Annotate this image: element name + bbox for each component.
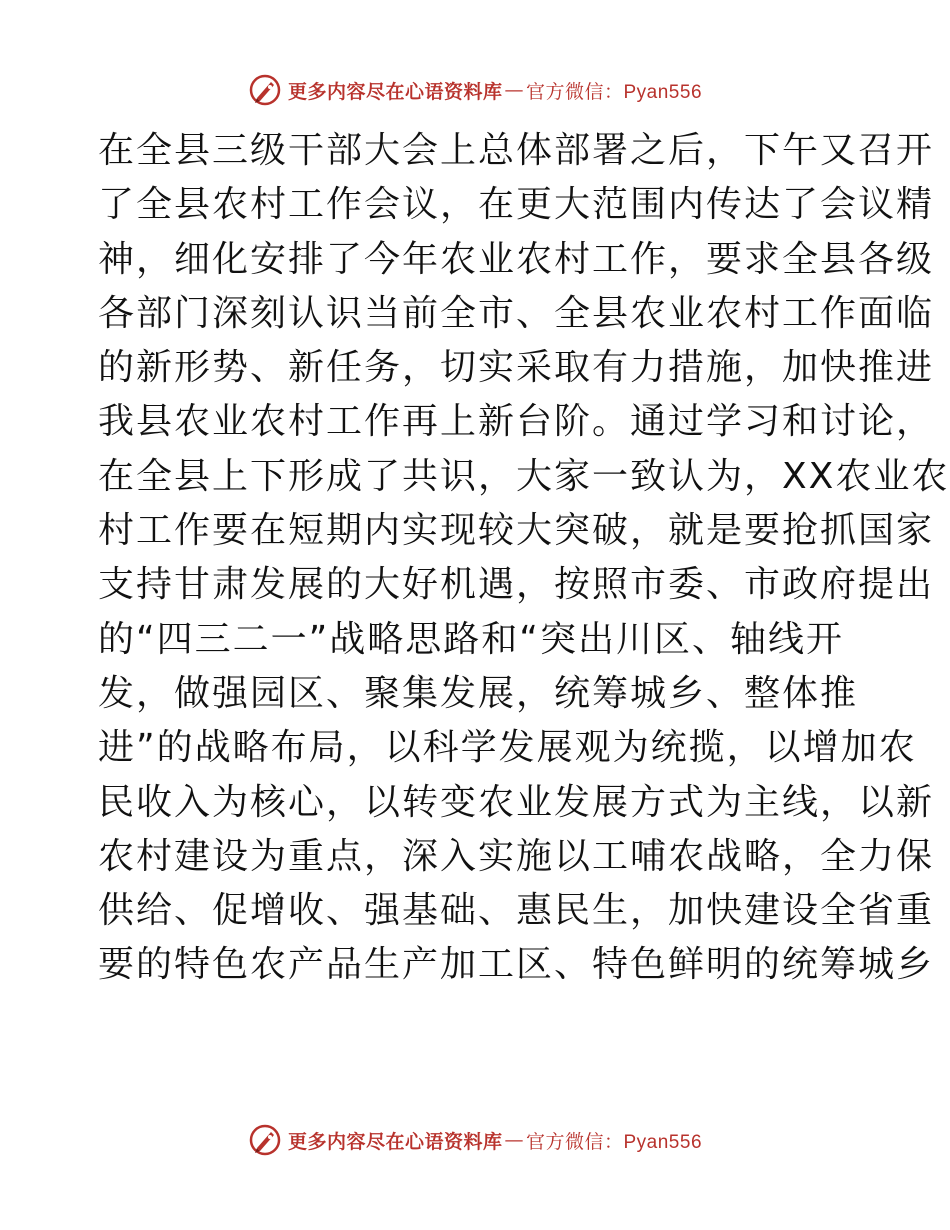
banner-wechat-text: 官方微信：Pyan556 bbox=[526, 81, 703, 103]
body-line: 进”的战略布局，以科学发展观为统揽，以增加农 bbox=[98, 727, 917, 769]
footer-banner bbox=[0, 1120, 950, 1160]
banner-brand-text: 更多内容尽在心语资料库 bbox=[287, 1130, 503, 1153]
body-line: 了全县农村工作会议，在更大范围内传达了会议精 bbox=[98, 184, 935, 226]
banner-separator: — bbox=[504, 79, 524, 101]
body-line: 民收入为核心，以转变农业发展方式为主线，以新 bbox=[98, 781, 935, 823]
body-line: 支持甘肃发展的大好机遇，按照市委、市政府提出 bbox=[98, 564, 935, 606]
banner-wechat-text: 官方微信：Pyan556 bbox=[526, 1131, 703, 1153]
body-line: 的新形势、新任务，切实采取有力措施，加快推进 bbox=[98, 347, 935, 389]
body-line: 要的特色农产品生产加工区、特色鲜明的统筹城乡 bbox=[98, 944, 935, 986]
body-line: 发，做强园区、聚集发展，统筹城乡、整体推 bbox=[98, 672, 859, 714]
document-body bbox=[98, 124, 950, 993]
body-line: 各部门深刻认识当前全市、全县农业农村工作面临 bbox=[98, 292, 935, 334]
pen-logo-icon bbox=[248, 1123, 282, 1157]
pen-logo-icon bbox=[248, 73, 282, 107]
header-banner bbox=[0, 70, 950, 110]
body-line: 村工作要在短期内实现较大突破，就是要抢抓国家 bbox=[98, 510, 935, 552]
body-line: 在全县三级干部大会上总体部署之后，下午又召开 bbox=[98, 130, 935, 171]
body-line: 在全县上下形成了共识，大家一致认为，XX农业农 bbox=[98, 455, 950, 497]
body-line: 神，细化安排了今年农业农村工作，要求全县各级 bbox=[98, 238, 935, 280]
body-line: 我县农业农村工作再上新台阶。通过学习和讨论， bbox=[98, 401, 935, 443]
banner-brand-text: 更多内容尽在心语资料库 bbox=[287, 80, 503, 103]
body-line: 的“四三二一”战略思路和“突出川区、轴线开 bbox=[98, 618, 844, 660]
body-line: 农村建设为重点，深入实施以工哺农战略，全力保 bbox=[98, 835, 935, 877]
body-line: 供给、促增收、强基础、惠民生，加快建设全省重 bbox=[98, 890, 935, 932]
banner-separator: — bbox=[504, 1129, 524, 1151]
